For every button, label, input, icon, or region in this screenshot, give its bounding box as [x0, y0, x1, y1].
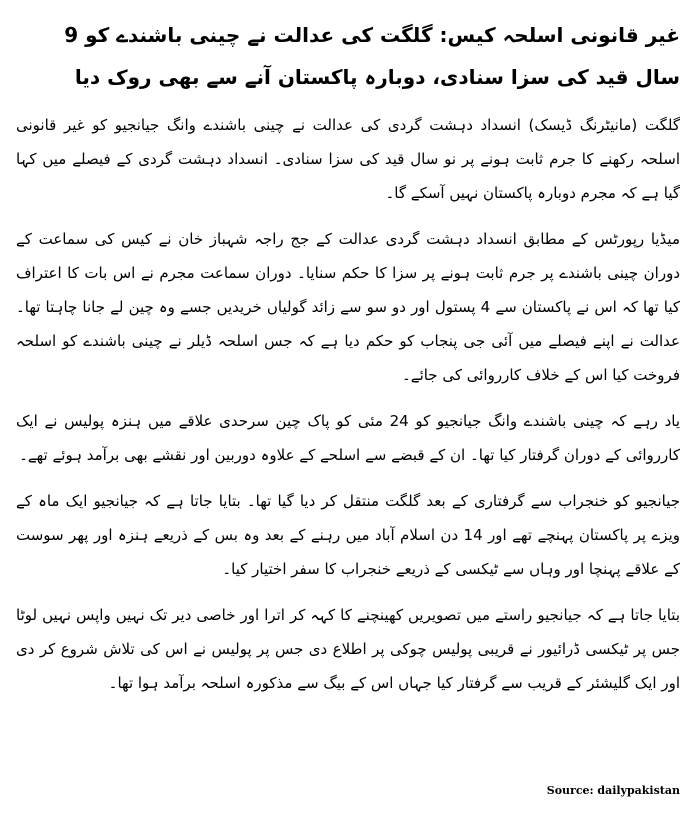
article-paragraph-3: یاد رہے کہ چینی باشندے وانگ جیانجیو کو 24 مئی کو پاک چین سرحدی علاقے میں ہنزہ پولیس نے ایک کارروائی کے دوران گرفتار کیا تھا۔ ان کے قبضے سے اسلحے کے علاوہ دوربین اور نقشے بھی برآمد ہوئے تھے۔: [16, 412, 680, 464]
article-paragraph-5: بتایا جاتا ہے کہ جیانجیو راستے میں تصویریں کھینچنے کا کہہ کر اترا اور خاصی دیر تک نہیں واپس نہیں لوٹا جس پر ٹیکسی ڈرائیور نے قریبی پولیس چوکی پر اطلاع دی جس پر پولیس نے اس کی تلاش شروع کر دی اور ایک گلیشئر کے قریب سے گرفتار کیا جہاں اس کے بیگ سے مذکورہ اسلحہ برآمد ہوا تھا۔: [16, 606, 680, 692]
source-credit: Source: dailypakistan: [546, 784, 680, 797]
article-paragraph-4: جیانجیو کو خنجراب سے گرفتاری کے بعد گلگت منتقل کر دیا گیا تھا۔ بتایا جاتا ہے کہ جیانجیو ایک ماہ کے ویزے پر پاکستان پہنچے تھے اور 14 دن اسلام آباد میں رہنے کے بعد وہ بس کے ذریعے ہنزہ اور پھر سوست کے علاقے پہنچا اور وہاں سے ٹیکسی کے ذریعے خنجراب کا سفر اختیار کیا۔: [16, 492, 680, 578]
article-paragraph-1: گلگت (مانیٹرنگ ڈیسک) انسداد دہشت گردی کی عدالت نے چینی باشندے وانگ جیانجیو کو غیر قانونی اسلحہ رکھنے کا جرم ثابت ہونے پر نو سال قید کی سزا سنادی۔ انسداد دہشت گردی کے فیصلے میں کہا گیا ہے کہ مجرم دوبارہ پاکستان نہیں آسکے گا۔: [16, 116, 680, 202]
article-paragraph-2: میڈیا رپورٹس کے مطابق انسداد دہشت گردی عدالت کے جج راجہ شہباز خان نے کیس کی سماعت کے دوران چینی باشندے پر جرم ثابت ہونے پر سزا کا حکم سنایا۔ دوران سماعت مجرم نے اس بات کا اعتراف کیا تھا کہ اس نے پاکستان سے 4 پستول اور دو سو سے زائد گولیاں خریدیں جسے وہ چین لے جانا چاہتا تھا۔ عدالت نے اپنے فیصلے میں آئی جی پنجاب کو حکم دیا ہے کہ جس اسلحہ ڈیلر نے چینی باشندے کو اسلحہ فروخت کیا اس کے خلاف کارروائی کی جائے۔: [16, 230, 680, 384]
article-headline: غیر قانونی اسلحہ کیس: گلگت کی عدالت نے چینی باشندے کو 9 سال قید کی سزا سنادی، دوبارہ پاکستان آنے سے بھی روک دیا: [64, 23, 680, 89]
